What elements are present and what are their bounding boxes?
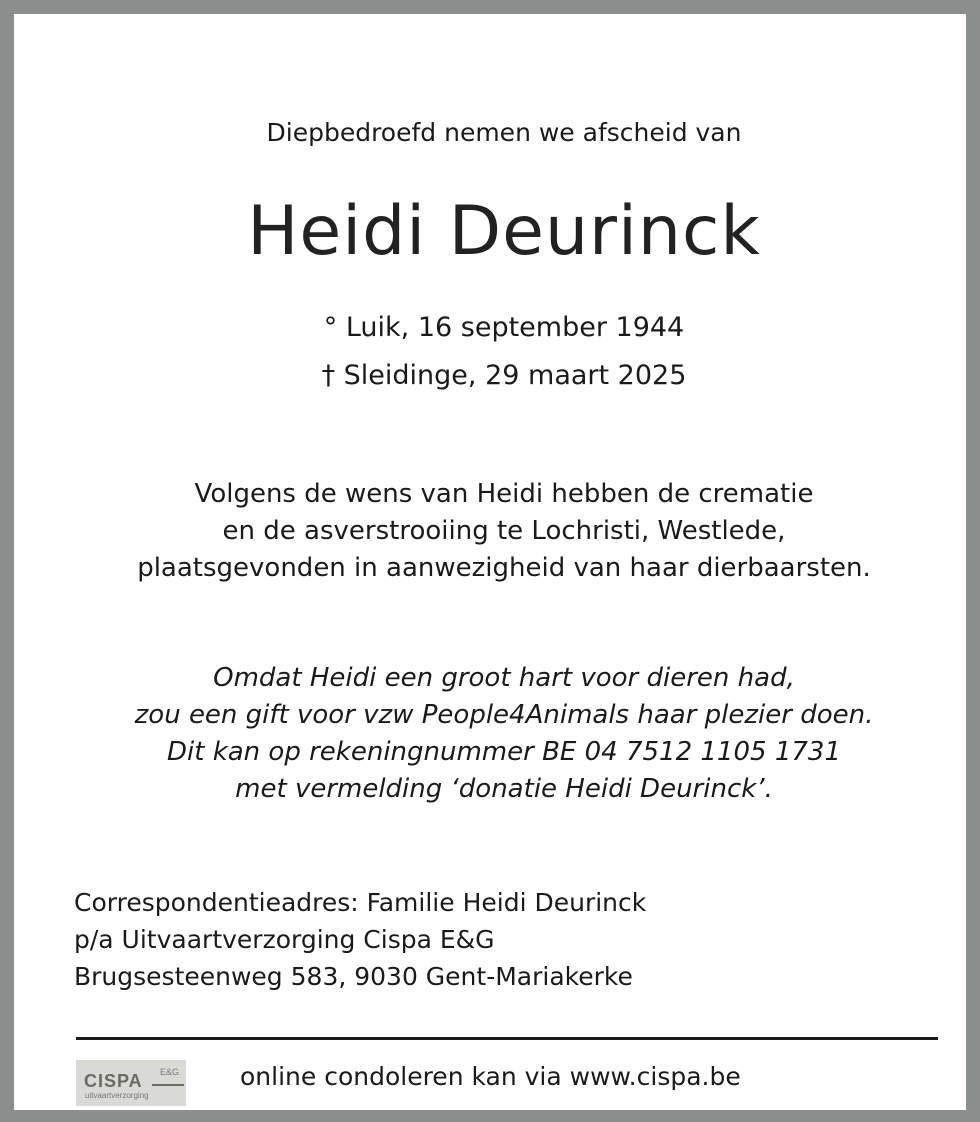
address-line: Brugsesteenweg 583, 9030 Gent-Mariakerke [74,962,633,991]
cispa-logo [76,1060,186,1106]
death-line: † Sleidinge, 29 maart 2025 [321,360,687,391]
paragraph-line: Dit kan op rekeningnummer BE 04 7512 1105 1731 [166,737,841,767]
donation-paragraph [14,660,980,808]
paragraph-line: Volgens de wens van Heidi hebben de crematie [194,479,814,509]
paragraph-line: met vermelding ‘donatie Heidi Deurinck’. [235,774,773,804]
logo-badge: E&G [160,1067,180,1077]
paragraph-line: zou een gift voor vzw People4Animals haar plezier doen. [134,700,874,730]
paragraph-line: Omdat Heidi een groot hart voor dieren had, [213,663,795,693]
address-line: p/a Uitvaartverzorging Cispa E&G [74,925,495,954]
birth-line: ° Luik, 16 september 1944 [323,312,685,343]
intro-text: Diepbedroefd nemen we afscheid van [266,118,742,147]
cremation-paragraph [14,476,980,587]
deceased-name: Heidi Deurinck [247,192,761,271]
online-condolence-text: online condoleren kan via www.cispa.be [240,1062,741,1091]
logo-underline [152,1084,184,1086]
paragraph-line: en de asverstrooiing te Lochristi, Westlede, [222,516,786,546]
logo-tagline: uitvaartverzorging [85,1091,149,1100]
correspondence-address [74,884,646,995]
paragraph-line: plaatsgevonden in aanwezigheid van haar dierbaarsten. [137,553,871,583]
divider [76,1037,938,1040]
address-line: Correspondentieadres: Familie Heidi Deurinck [74,888,647,917]
logo-wordmark: CISPA [84,1071,143,1091]
